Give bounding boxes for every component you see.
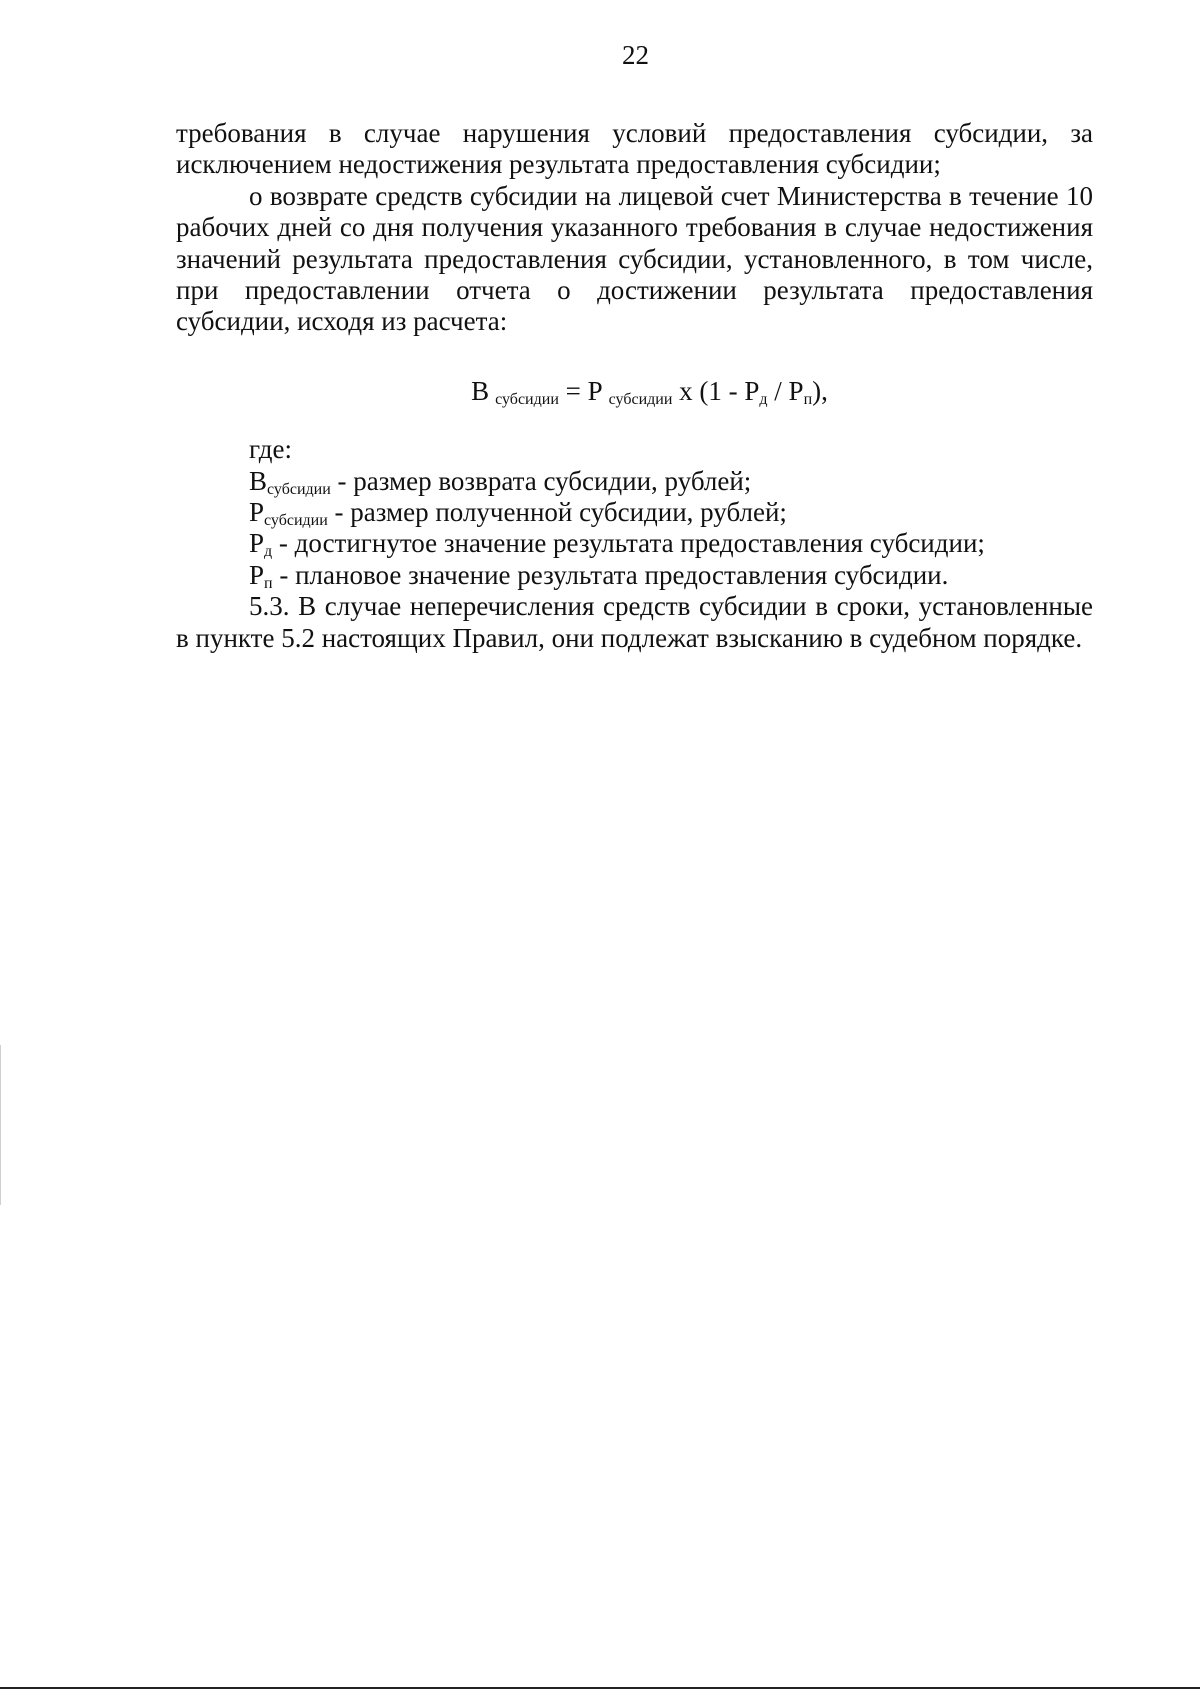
definition-subscript: субсидии (267, 480, 331, 498)
scan-edge-mark (0, 1045, 1, 1205)
refund-formula (176, 376, 1093, 407)
definition-item (176, 466, 1093, 497)
definition-subscript: п (264, 574, 273, 592)
paragraph-refund-clause: о возврате средств субсидии на лицевой счет Министерства в течение 10 рабочих дней со дня получения указанного требования в случае недостижения значений результата предоставления субсидии, установленного, в том числе, при предоставлении отчета о достижении результата предоставления субсидии, исходя из расчета: (176, 180, 1093, 337)
formula-middle: х (1 - Р (679, 375, 760, 406)
definition-symbol: Р (249, 528, 265, 559)
definition-text: - достигнутое значение результата предоставления субсидии; (272, 528, 985, 559)
paragraph-requirement-end: требования в случае нарушения условий предоставления субсидии, за исключением недостижения результата предоставления субсидии; (176, 118, 1093, 180)
definition-subscript: д (264, 543, 273, 561)
formula-lhs-subscript: субсидии (495, 390, 559, 408)
formula-lhs-symbol: В (471, 375, 490, 406)
formula-rp-subscript: п (803, 390, 813, 408)
definition-text: - размер возврата субсидии, рублей; (330, 465, 752, 496)
formula-rhs-symbol: Р (587, 375, 603, 406)
formula-slash: / Р (767, 375, 804, 406)
formula-equals: = (565, 375, 581, 406)
where-label: где: (249, 434, 292, 465)
formula-tail: ), (812, 375, 828, 406)
definition-item (176, 560, 1093, 591)
definition-symbol: Р (249, 497, 265, 528)
formula-rhs-subscript: субсидии (608, 390, 673, 408)
paragraph-5-3: 5.3. В случае неперечисления средств субсидии в сроки, установленные в пункте 5.2 настоящих Правил, они подлежат взысканию в судебном порядке. (176, 591, 1093, 653)
definition-subscript: субсидии (264, 512, 328, 530)
definition-item (176, 497, 1093, 528)
page-number: 22 (622, 40, 649, 70)
definition-text: - плановое значение результата предоставления субсидии. (272, 559, 949, 590)
scan-bottom-edge (0, 1687, 1200, 1689)
definition-item (176, 528, 1093, 559)
formula-rd-subscript: д (759, 390, 768, 408)
definition-text: - размер полученной субсидии, рублей; (327, 497, 787, 528)
definition-symbol: В (249, 465, 268, 496)
document-body (176, 118, 1093, 654)
definition-symbol: Р (249, 559, 265, 590)
